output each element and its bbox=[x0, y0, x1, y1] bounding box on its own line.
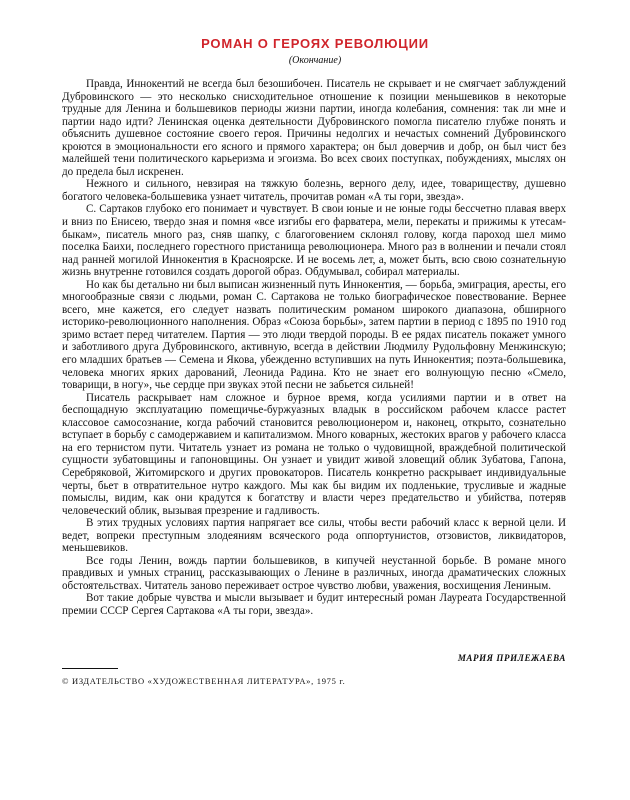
paragraph-3: С. Сартаков глубоко его понимает и чувствует. В свои юные и не юные годы бессчетно плавая вверх и вниз по Енисею, твердо зная и помня «все изгибы его фарватера, мели, перекаты и прижимы к утесам-быкам», писатель много раз, сняв шапку, с благоговением склонял голову, когда пароход шел мимо поселка Баихи, последнего горестного пристанища революционера. Много раз в волнении и печали стоял над ранней могилой Иннокентия в Красноярске. И не восемь лет, а, может быть, всю свою сознательную жизнь внутренне готовился создать дорогой образ. Обдумывал, собирал материалы. bbox=[62, 203, 566, 279]
article-body bbox=[62, 78, 566, 618]
copyright-note: © ИЗДАТЕЛЬСТВО «ХУДОЖЕСТВЕННАЯ ЛИТЕРАТУРА», 1975 г. bbox=[62, 676, 346, 686]
paragraph-5: Писатель раскрывает нам сложное и бурное время, когда усилиями партии и в ответ на беспощадную эксплуатацию помещичье-буржуазных владык в российском рабочем классе растет классовое самосознание, когда рабочий становится революционером и, наконец, открыто, сознательно вступает в борьбу с самодержавием и капитализмом. Много коварных, жестоких врагов у рабочего класса на его тернистом пути. Читатель узнает из романа не только о чудовищной, враждебной политической сущности зубатовщины и гапоновщины. Он узнает и увидит живой зловещий облик Зубатова, Гапона, Серебряковой, Житомирского и других провокаторов. Писатель конкретно раскрывает индивидуальные черты, бьет в отвратительное нутро каждого. Мы как бы видим их подленькие, трусливые и жадные помыслы, видим, как они крадутся к богатству и власти через предательство и убийства, потеряв человеческий облик, вызывая презрение и гадливость. bbox=[62, 391, 566, 517]
article-subtitle: (Окончание) bbox=[288, 55, 342, 66]
paragraph-7: Все годы Ленин, вождь партии большевиков, в кипучей неустанной борьбе. В романе много правдивых и умных страниц, рассказывающих о Ленине в различных, иногда драматических сложных обстоятельствах. Читатель заново переживает острое чувство любви, уважения, восхищения Лениным. bbox=[62, 554, 566, 592]
paragraph-1: Правда, Иннокентий не всегда был безошибочен. Писатель не скрывает и не смягчает заблуждений Дубровинского — это несколько снисходительное отношение к позиции меньшевиков в некоторые трудные для Ленина и большевиков периоды жизни партии, иногда колебания, сомнения: так ли мне и партии надо идти? Ленинская оценка деятельности Дубровинского помогла писателю глубже понять и объяснить душевное состояние своего героя. Причины недолгих и нечастых сомнений Дубровинского кроются в эмоциональности его ясного и прямого характера; он был доверчив и добр, он был чист без малейшей тени политического карьеризма и эгоизма. Во всех своих поступках, побуждениях, мыслях он до предела был искренен. bbox=[62, 78, 566, 178]
author-signature: МАРИЯ ПРИЛЕЖАЕВА bbox=[457, 653, 566, 663]
paragraph-6: В этих трудных условиях партия напрягает все силы, чтобы вести рабочий класс к верной цели. И ведет, вопреки преступным злодеяниям всяческого рода оппортунистов, отзовистов, ликвидаторов, меньшевиков. bbox=[62, 517, 566, 555]
footnote-divider bbox=[62, 668, 118, 669]
article-title: РОМАН О ГЕРОЯХ РЕВОЛЮЦИИ bbox=[201, 36, 429, 51]
paragraph-4: Но как бы детально ни был выписан жизненный путь Иннокентия, — борьба, эмиграция, аресты, его многообразные связи с людьми, роман С. Сартакова не только биографическое повествование. Вернее всего, мне кажется, его следует назвать политическим романом широкого диапазона, обширного историко-революционного наполнения. Образ «Союза борьбы», затем партии в период с 1895 по 1910 год зримо встает перед читателем. Партия — это люди твердой породы. В ее рядах писатель покажет умного и заботливого друга Дубровинского, активную, всегда в действии Людмилу Рудольфовну Менжинскую; его младших братьев — Семена и Якова, убежденно вступивших на путь Иннокентия; поэта-большевика, человека многих ярких дарований, Леонида Радина. Кто не знает его волнующую песню «Смело, товарищи, в ногу», чье сердце при звуках этой песни не забьется сильней! bbox=[62, 278, 566, 392]
paragraph-8: Вот такие добрые чувства и мысли вызывает и будит интересный роман Лауреата Государственной премии СССР Сергея Сартакова «А ты гори, звезда». bbox=[62, 592, 566, 617]
paragraph-2: Нежного и сильного, невзирая на тяжкую болезнь, верного делу, идее, товариществу, душевно богатого человека-большевика узнает читатель, прочитав роман «А ты гори, звезда». bbox=[62, 178, 566, 203]
